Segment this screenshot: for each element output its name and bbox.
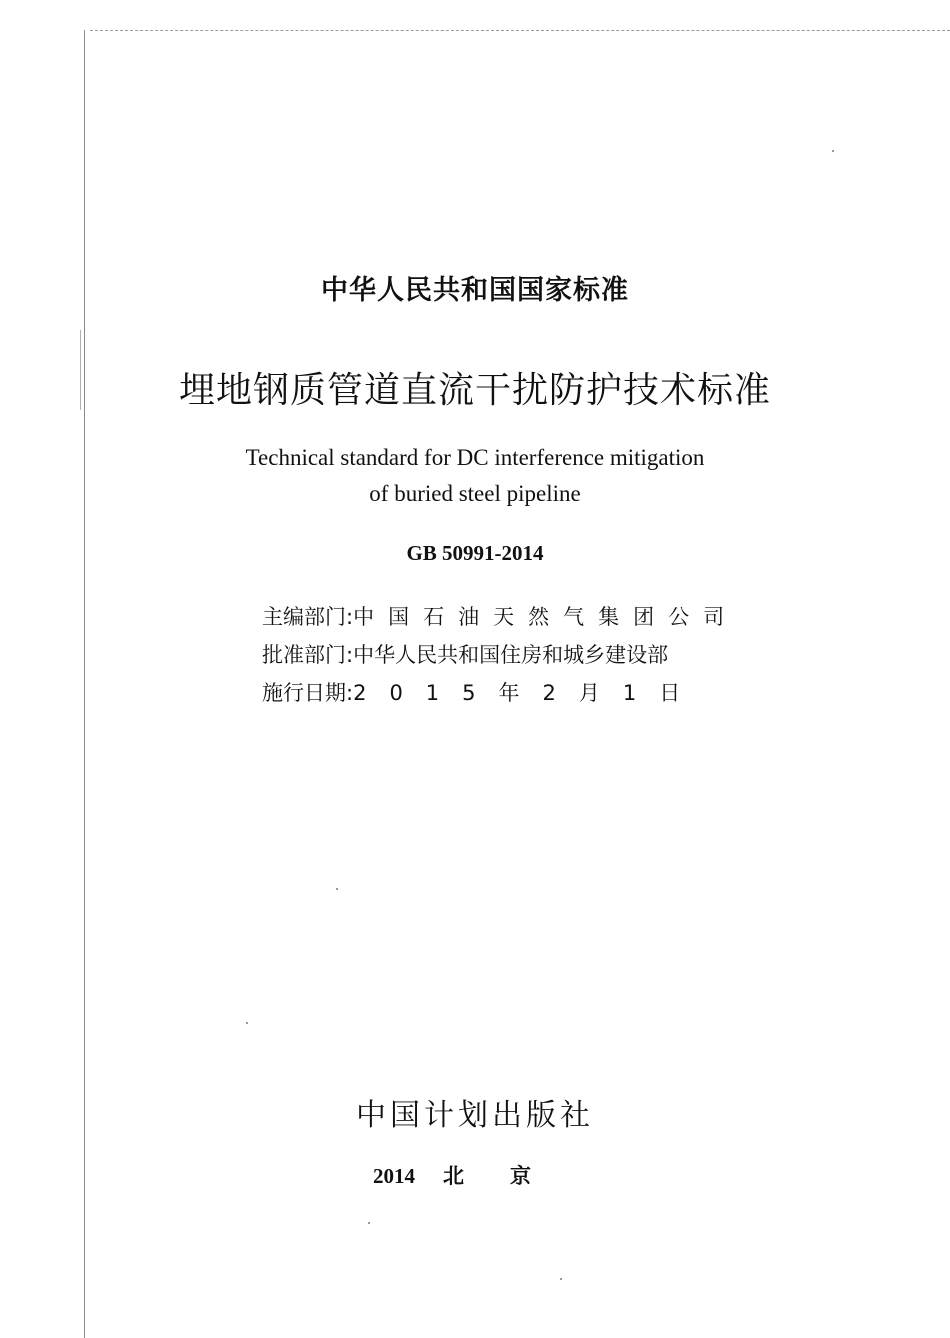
publication-info [262, 598, 738, 712]
title-english-line-1: Technical standard for DC interference mitigation [245, 445, 705, 470]
editor-row [262, 598, 738, 636]
effective-date-row [262, 674, 738, 712]
label-separator: : [346, 643, 354, 667]
approver-label: 批准部门 [262, 643, 346, 667]
scan-speck [246, 1022, 248, 1024]
scan-speck [560, 1278, 562, 1280]
effective-date-value: 2015年2月1日 [353, 681, 704, 705]
publication-city: 北京 [443, 1163, 577, 1188]
publisher-name: 中国计划出版社 [356, 1098, 594, 1133]
publication-year: 2014 [373, 1164, 415, 1188]
editor-label: 主编部门 [262, 605, 346, 629]
approver-row [262, 636, 738, 674]
series-title: 中华人民共和国国家标准 [321, 275, 629, 306]
title-english-line-2: of buried steel pipeline [369, 481, 581, 506]
document-title-english [0, 440, 950, 512]
publication-place [0, 1160, 950, 1190]
scan-edge-left [84, 30, 85, 1338]
document-title-chinese: 埋地钢质管道直流干扰防护技术标准 [178, 370, 771, 411]
scan-speck [336, 888, 338, 890]
editor-value: 中国石油天然气集团公司 [353, 605, 739, 629]
effective-date-label: 施行日期 [262, 681, 346, 705]
label-separator: : [346, 605, 354, 629]
scan-speck [832, 150, 834, 152]
approver-value: 中华人民共和国住房和城乡建设部 [353, 643, 669, 667]
standard-code: GB 50991-2014 [406, 541, 544, 565]
scan-speck [368, 1222, 370, 1224]
scan-edge-top [90, 30, 950, 31]
label-separator: : [346, 681, 354, 705]
